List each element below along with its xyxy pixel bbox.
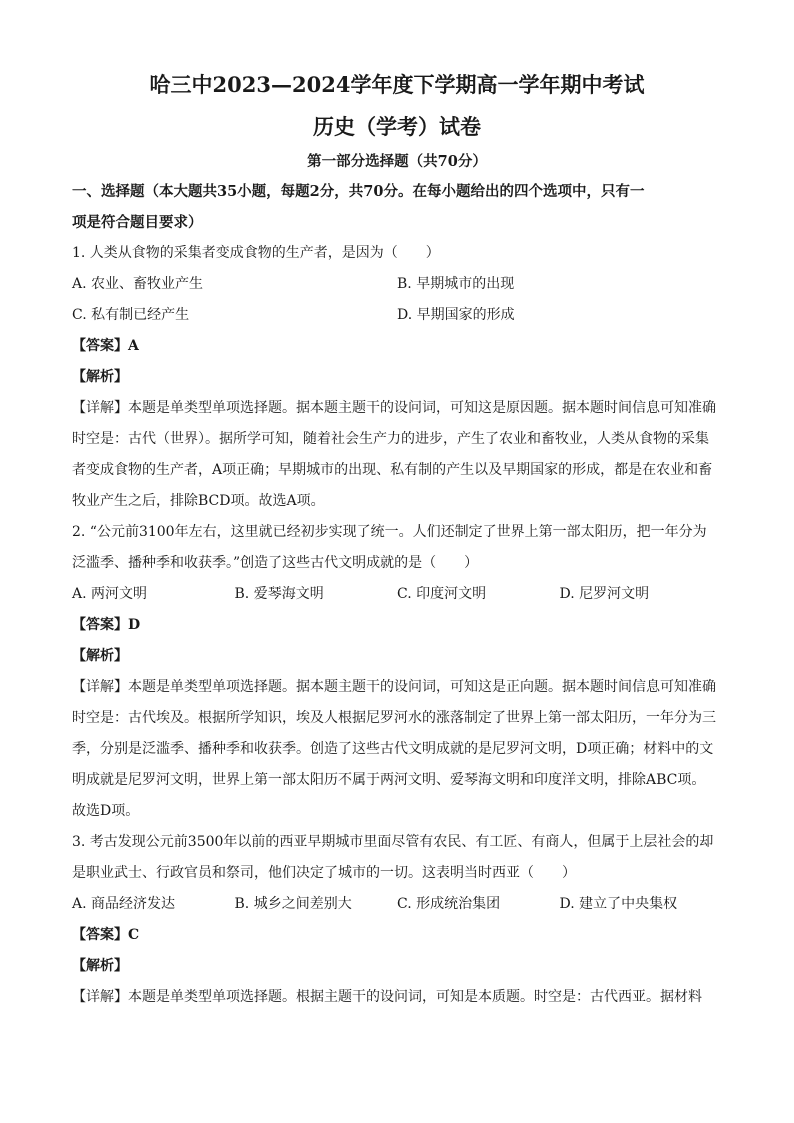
options-row	[72, 269, 722, 300]
answer-label: 【答案】A	[72, 338, 139, 354]
detail-line: 明成就是尼罗河文明，世界上第一部太阳历不属于两河文明、爱琴海文明和印度洋文明，排除ABC项。	[72, 772, 706, 788]
analysis-label: 【解析】	[72, 369, 128, 385]
exam-page	[72, 64, 722, 1013]
option-a: A. 农业、畜牧业产生	[72, 276, 204, 292]
question-stem: 泛滥季、播种季和收获季。”创造了这些古代文明成就的是（ ）	[72, 555, 479, 571]
option-b: B. 爱琴海文明	[234, 586, 324, 602]
options-row	[72, 889, 722, 920]
section-heading-line: 一、选择题（本大题共35小题，每题2分，共70分。在每小题给出的四个选项中，只有一	[72, 183, 645, 200]
detail-line: 者变成食物的生产者，A项正确；早期城市的出现、私有制的产生以及早期国家的形成，都是在农业和畜	[72, 462, 713, 478]
detail-line: 故选D项。	[72, 803, 140, 819]
question-stem: 2. “公元前3100年左右，这里就已经初步实现了统一。人们还制定了世界上第一部太阳历，把一年分为	[72, 524, 707, 540]
option-a: A. 两河文明	[72, 586, 148, 602]
answer-label: 【答案】D	[72, 617, 141, 633]
option-b: B. 城乡之间差别大	[234, 896, 352, 912]
exam-title: 哈三中2023—2024学年度下学期高一学年期中考试	[149, 72, 645, 97]
question-1	[72, 238, 722, 517]
analysis-label: 【解析】	[72, 958, 128, 974]
option-c: C. 私有制已经产生	[72, 307, 190, 323]
detail-line: 【详解】本题是单类型单项选择题。根据主题干的设问词，可知是本质题。时空是：古代西亚。据材料	[72, 989, 702, 1005]
options-row	[72, 579, 722, 610]
detail-line: 【详解】本题是单类型单项选择题。据本题主题干的设问词，可知这是原因题。据本题时间信息可知准确	[72, 400, 716, 416]
part-label: 第一部分选择题（共70分）	[307, 153, 487, 170]
question-stem: 3. 考古发现公元前3500年以前的西亚早期城市里面尽管有农民、有工匠、有商人，但属于上层社会的却	[72, 834, 714, 850]
detail-line: 时空是：古代埃及。根据所学知识，埃及人根据尼罗河水的涨落制定了世界上第一部太阳历，一年分为三	[72, 710, 716, 726]
question-stem: 是职业武士、行政官员和祭司，他们决定了城市的一切。这表明当时西亚（ ）	[72, 865, 576, 881]
option-a: A. 商品经济发达	[72, 896, 176, 912]
detail-line: 时空是：古代（世界）。据所学可知，随着社会生产力的进步，产生了农业和畜牧业，人类从食物的采集	[72, 431, 709, 447]
detail-line: 牧业产生之后，排除BCD项。故选A项。	[72, 493, 325, 509]
option-c: C. 印度河文明	[397, 586, 487, 602]
detail-line: 季，分别是泛滥季、播种季和收获季。创造了这些古代文明成就的是尼罗河文明，D项正确；材料中的文	[72, 741, 714, 757]
exam-subtitle: 历史（学考）试卷	[313, 114, 481, 139]
section-heading	[72, 176, 722, 238]
question-stem: 1. 人类从食物的采集者变成食物的生产者，是因为（ ）	[72, 245, 440, 261]
option-c: C. 形成统治集团	[397, 896, 501, 912]
options-row	[72, 300, 722, 331]
section-heading-line: 项是符合题目要求）	[72, 214, 203, 231]
option-d: D. 建立了中央集权	[559, 896, 678, 912]
question-2	[72, 517, 722, 827]
analysis-label: 【解析】	[72, 648, 128, 664]
question-3	[72, 827, 722, 1013]
answer-label: 【答案】C	[72, 927, 140, 943]
option-d: D. 早期国家的形成	[397, 307, 515, 323]
option-b: B. 早期城市的出现	[397, 276, 515, 292]
detail-line: 【详解】本题是单类型单项选择题。据本题主题干的设问词，可知这是正向题。据本题时间信息可知准确	[72, 679, 716, 695]
option-d: D. 尼罗河文明	[559, 586, 650, 602]
